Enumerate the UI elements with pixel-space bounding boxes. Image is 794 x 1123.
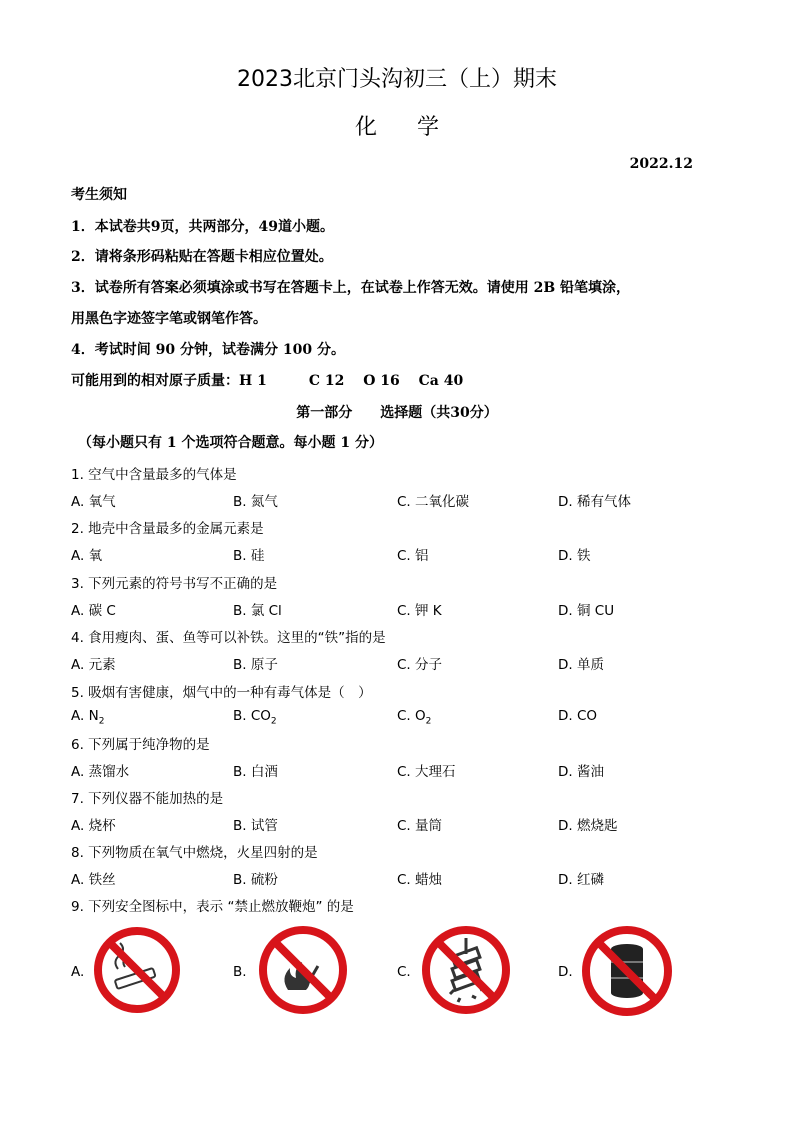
option-d <box>558 708 597 724</box>
option-d: D. 稀有气体 <box>558 494 631 510</box>
option-a: A. 氧 <box>71 548 103 564</box>
option-d: D. 单质 <box>558 657 604 673</box>
option-a: A. 蒸馏水 <box>71 764 130 780</box>
question-stem: 1. 空气中含量最多的气体是 <box>71 467 237 483</box>
notice-item: 1．本试卷共9页，共两部分，49道小题。 <box>71 219 334 235</box>
option-b: B. 硫粉 <box>233 872 278 888</box>
question-stem: 8. 下列物质在氧气中燃烧，火星四射的是 <box>71 845 318 861</box>
subscript: 2 <box>270 716 277 727</box>
option-b: B. 硅 <box>233 548 265 564</box>
subscript: 2 <box>425 716 432 727</box>
no-smoking-icon <box>93 924 181 1016</box>
exam-title: 2023北京门头沟初三（上）期末 <box>237 67 557 92</box>
option-c: C. 大理石 <box>397 764 456 780</box>
section-title: 第一部分 选择题（共30分） <box>296 405 498 421</box>
notice-item: 用黑色字迹签字笔或钢笔作答。 <box>71 311 267 327</box>
option-b: B. <box>233 964 247 980</box>
option-b: B. 白酒 <box>233 764 278 780</box>
option-text: B. CO <box>233 708 271 724</box>
question-stem: 3. 下列元素的符号书写不正确的是 <box>71 576 278 592</box>
option-text: D. CO <box>558 708 598 724</box>
notice-heading: 考生须知 <box>71 187 127 203</box>
notice-item: 2．请将条形码粘贴在答题卡相应位置处。 <box>71 249 333 265</box>
no-flammables-icon <box>580 924 674 1018</box>
question-stem: 2. 地壳中含量最多的金属元素是 <box>71 521 264 537</box>
option-b: B. 原子 <box>233 657 278 673</box>
question-stem: 6. 下列属于纯净物的是 <box>71 737 210 753</box>
no-firecrackers-icon <box>420 924 512 1016</box>
atomic-mass-line: 可能用到的相对原子质量：H 1 C 12 O 16 Ca 40 <box>71 373 464 389</box>
option-a: A. 元素 <box>71 657 116 673</box>
option-d: D. 铜 CU <box>558 603 615 619</box>
option-c: C. 分子 <box>397 657 443 673</box>
option-text: A. N <box>71 708 99 724</box>
option-b: B. 氮气 <box>233 494 278 510</box>
option-c <box>397 708 431 727</box>
option-c: C. 钾 K <box>397 603 442 619</box>
option-a: A. 铁丝 <box>71 872 116 888</box>
option-a: A. 氧气 <box>71 494 116 510</box>
option-d: D. 铁 <box>558 548 591 564</box>
subscript: 2 <box>98 716 105 727</box>
option-d: D. <box>558 964 573 980</box>
option-a: A. <box>71 964 85 980</box>
option-a: A. 烧杯 <box>71 818 116 834</box>
notice-item: 4．考试时间 90 分钟，试卷满分 100 分。 <box>71 342 345 358</box>
option-d: D. 酱油 <box>558 764 604 780</box>
notice-item: 3．试卷所有答案必须填涂或书写在答题卡上，在试卷上作答无效。请使用 2B 铅笔填涂， <box>71 280 631 296</box>
option-text: C. O <box>397 708 426 724</box>
question-stem: 5. 吸烟有害健康，烟气中的一种有毒气体是（ ） <box>71 685 372 701</box>
option-c: C. 量筒 <box>397 818 443 834</box>
option-b: B. 氯 Cl <box>233 603 282 619</box>
section-instruction: （每小题只有 1 个选项符合题意。每小题 1 分） <box>78 435 383 451</box>
exam-subject: 化学 <box>354 115 479 140</box>
option-d: D. 红磷 <box>558 872 604 888</box>
exam-date: 2022.12 <box>629 156 693 172</box>
option-a <box>71 708 104 727</box>
question-stem: 4. 食用瘦肉、蛋、鱼等可以补铁。这里的“铁”指的是 <box>71 630 386 646</box>
no-open-flame-icon <box>258 924 348 1016</box>
option-b: B. 试管 <box>233 818 278 834</box>
option-c: C. 铝 <box>397 548 429 564</box>
question-stem: 9. 下列安全图标中，表示 “禁止燃放鞭炮” 的是 <box>71 899 354 915</box>
question-stem: 7. 下列仪器不能加热的是 <box>71 791 224 807</box>
option-b <box>233 708 277 727</box>
option-a: A. 碳 C <box>71 603 116 619</box>
option-d: D. 燃烧匙 <box>558 818 618 834</box>
option-c: C. 二氧化碳 <box>397 494 470 510</box>
option-c: C. <box>397 964 411 980</box>
option-c: C. 蜡烛 <box>397 872 443 888</box>
